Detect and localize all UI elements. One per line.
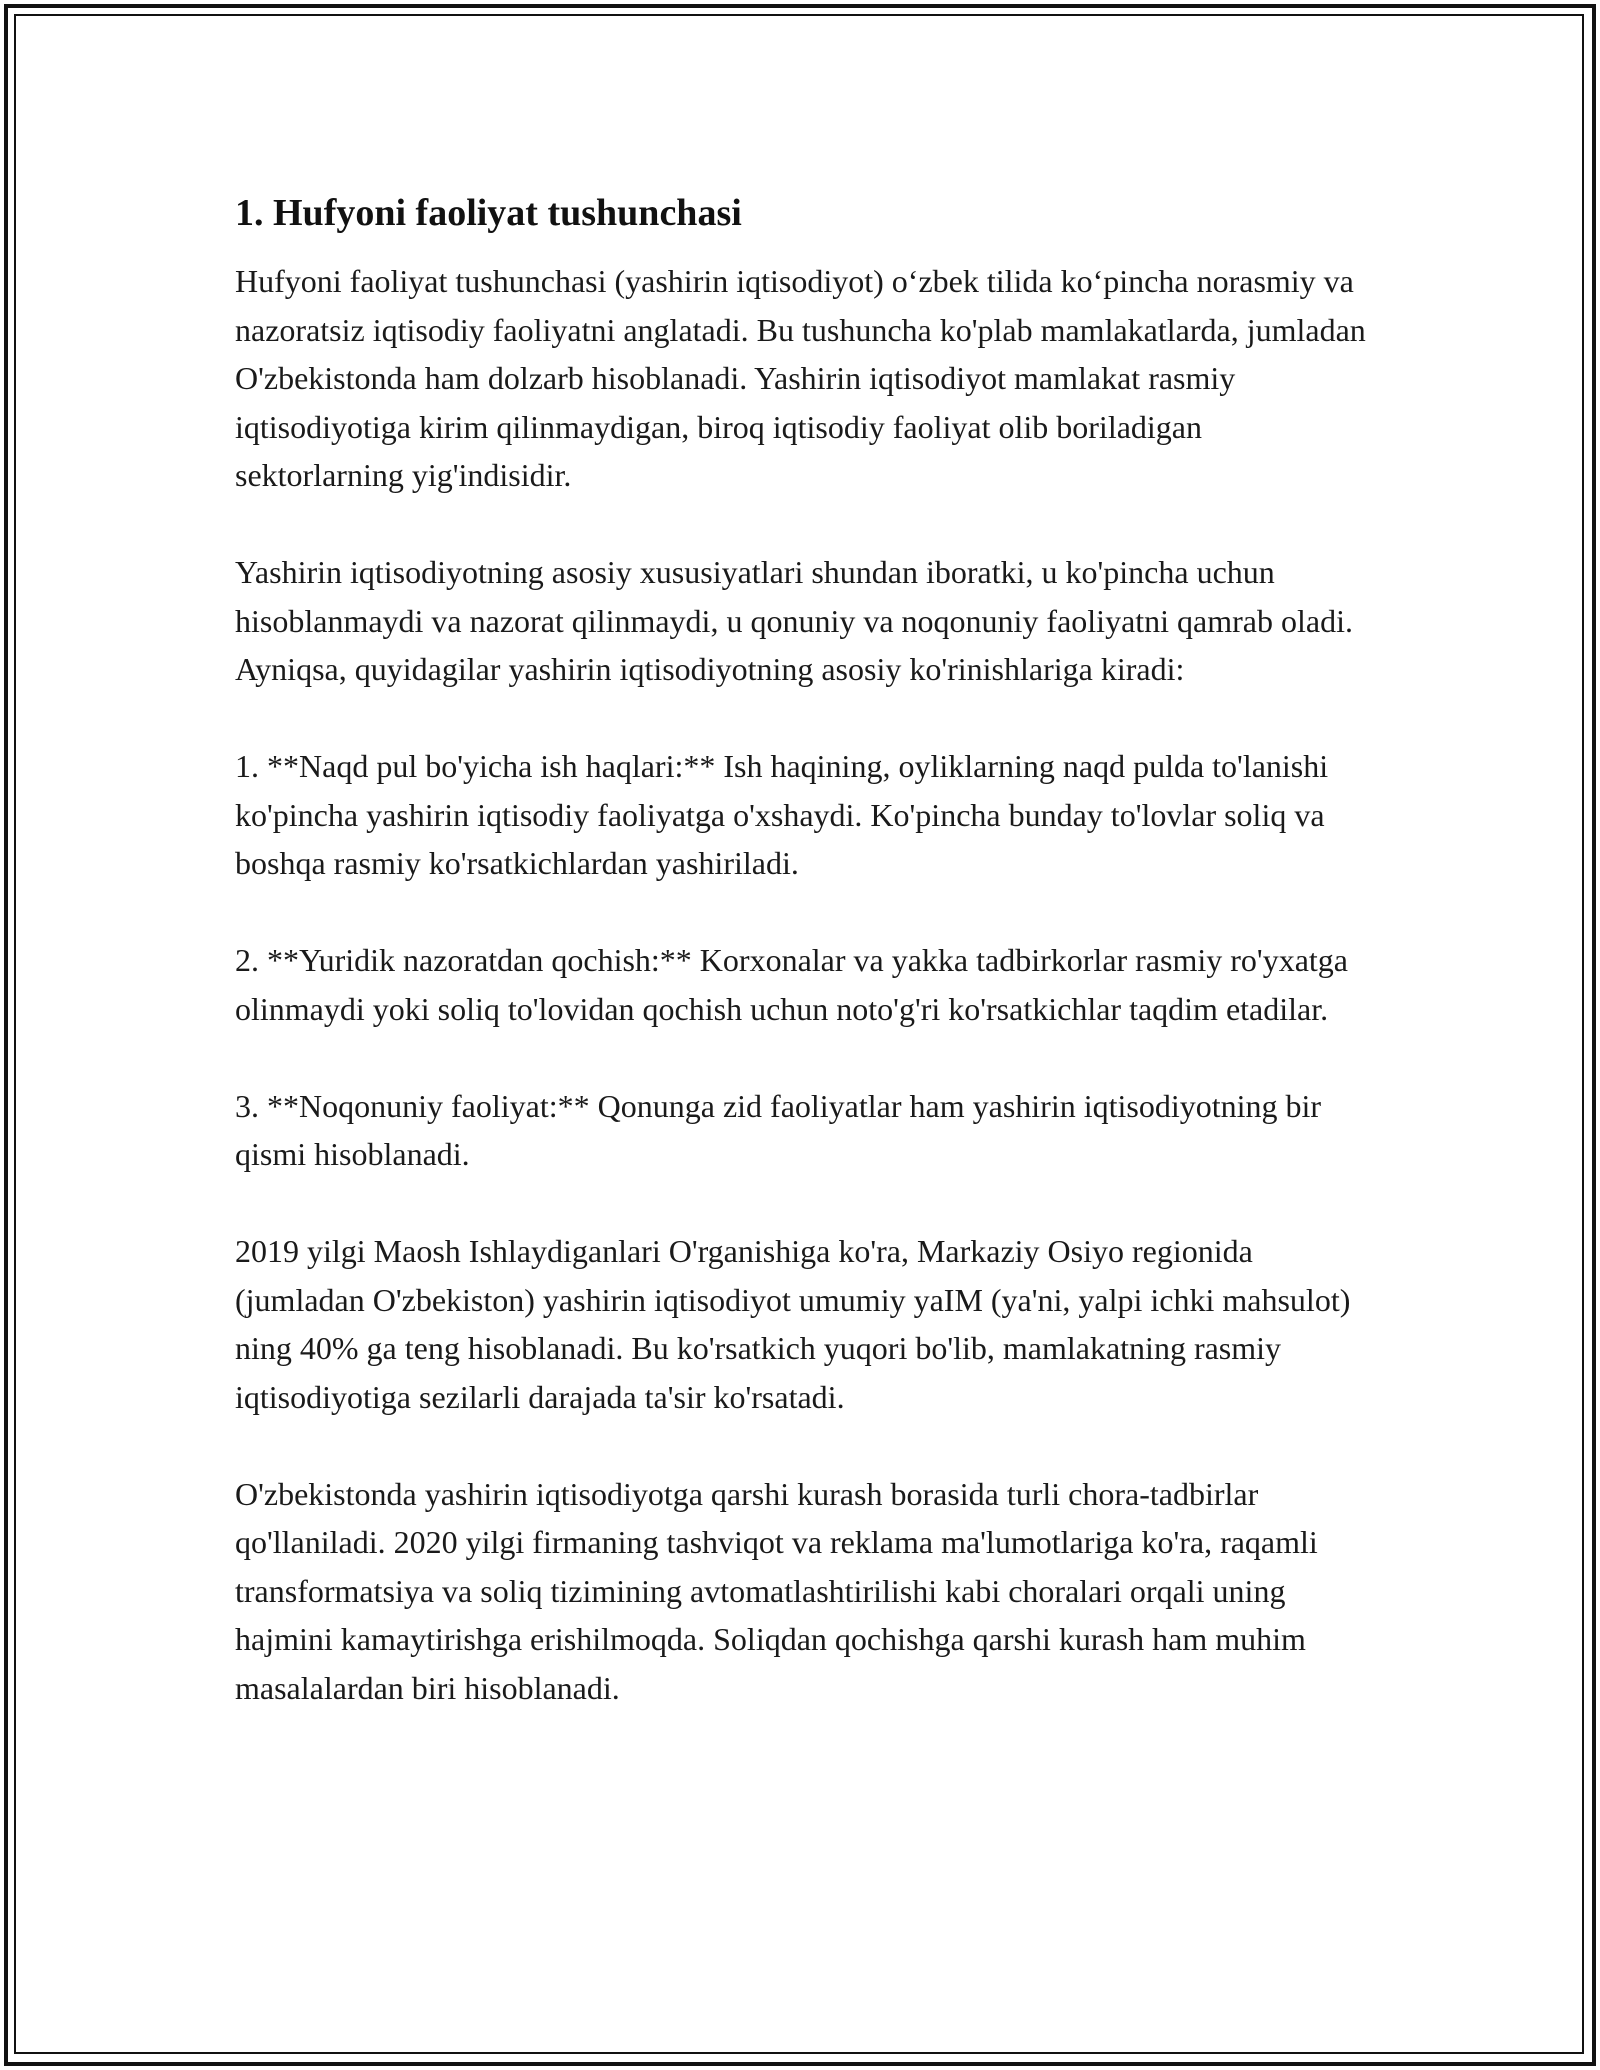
- list-item-cash-wages: 1. **Naqd pul bo'yicha ish haqlari:** Ish haqining, oyliklarning naqd pulda to'lanishi ko'pincha yashirin iqtisodiy faoliyatga o'xshaydi. Ko'pincha bunday to'lovlar soliq va boshqa rasmiy ko'rsatkichlardan yashiriladi.: [235, 748, 1329, 881]
- paragraph-intro: Hufyoni faoliyat tushunchasi (yashirin iqtisodiyot) o‘zbek tilida ko‘pincha norasmiy va nazoratsiz iqtisodiy faoliyatni anglatadi. Bu tushuncha ko'plab mamlakatlarda, jumladan O'zbekistonda ham dolzarb hisoblanadi. Yashirin iqtisodiyot mamlakat rasmiy iqtisodiyotiga kirim qilinmaydigan, biroq iqtisodiy faoliyat olib boriladigan sektorlarning yig'indisidir.: [235, 263, 1366, 493]
- document-body: [235, 185, 1375, 1761]
- section-heading: 1. Hufyoni faoliyat tushunchasi: [235, 192, 742, 234]
- list-item-illegal-activity: 3. **Noqonuniy faoliyat:** Qonunga zid faoliyatlar ham yashirin iqtisodiyotning bir qismi hisoblanadi.: [235, 1087, 1322, 1172]
- paragraph-statistics: 2019 yilgi Maosh Ishlaydiganlari O'rganishiga ko'ra, Markaziy Osiyo regionida (jumladan O'zbekiston) yashirin iqtisodiyot umumiy yaIM (ya'ni, yalpi ichki mahsulot) ning 40% ga teng hisoblanadi. Bu ko'rsatkich yuqori bo'lib, mamlakatning rasmiy iqtisodiyotiga sezilarli darajada ta'sir ko'rsatadi.: [235, 1233, 1351, 1415]
- list-item-legal-evasion: 2. **Yuridik nazoratdan qochish:** Korxonalar va yakka tadbirkorlar rasmiy ro'yxatga olinmaydi yoki soliq to'lovidan qochish uchun noto'g'ri ko'rsatkichlar taqdim etadilar.: [235, 942, 1348, 1027]
- paragraph-measures: O'zbekistonda yashirin iqtisodiyotga qarshi kurash borasida turli chora-tadbirlar qo'llaniladi. 2020 yilgi firmaning tashviqot va reklama ma'lumotlariga ko'ra, raqamli transformatsiya va soliq tizimining avtomatlashtirilishi kabi choralari orqali uning hajmini kamaytirishga erishilmoqda. Soliqdan qochishga qarshi kurash ham muhim masalalardan biri hisoblanadi.: [235, 1475, 1318, 1706]
- paragraph-features: Yashirin iqtisodiyotning asosiy xususiyatlari shundan iboratki, u ko'pincha uchun hisoblanmaydi va nazorat qilinmaydi, u qonuniy va noqonuniy faoliyatni qamrab oladi. Ayniqsa, quyidagilar yashirin iqtisodiyotning asosiy ko'rinishlariga kiradi:: [235, 554, 1353, 687]
